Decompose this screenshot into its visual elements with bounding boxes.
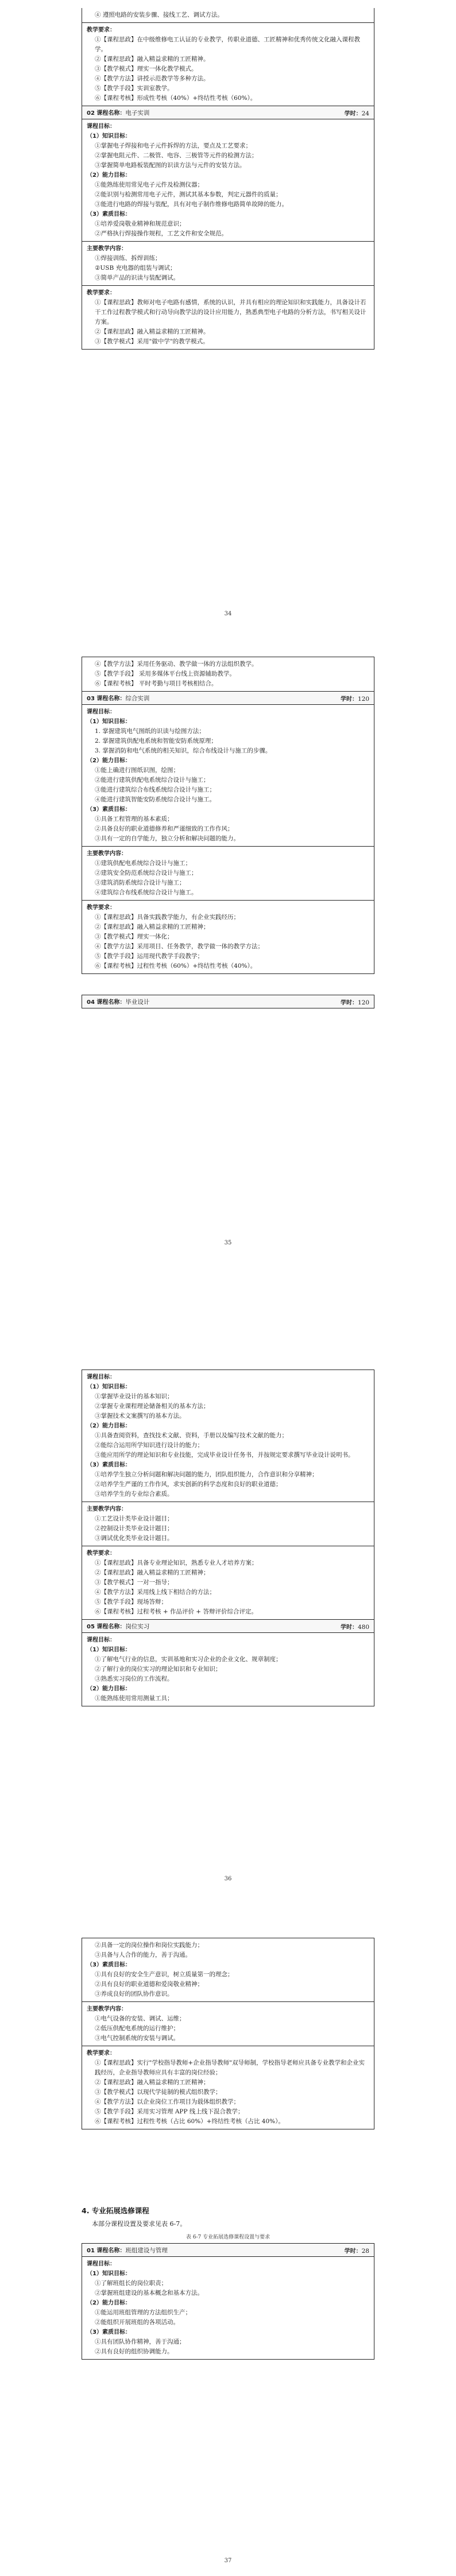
table-row bbox=[82, 901, 374, 974]
table-row bbox=[82, 847, 374, 901]
text-line: ②建筑安全防范系统综合设计与施工； bbox=[95, 870, 198, 876]
text-line: ①工艺设计类毕业设计题目； bbox=[95, 1515, 173, 1522]
text-line: ②了解行业的岗位实习的理论知识和专业知识； bbox=[95, 1666, 222, 1673]
text-line: ④【教学方法】采用任务驱动、教学做一体的方法组织教学。 bbox=[95, 661, 258, 668]
sub-label: （2）能力目标： bbox=[87, 172, 131, 179]
text-line: ③【教学模式】以现代学徒制的模式组织教学； bbox=[95, 2089, 222, 2096]
course-hours: 480 bbox=[357, 1623, 369, 1631]
text-line: ⑤【教学手段】实训室教学。 bbox=[95, 85, 173, 92]
table-fragment bbox=[82, 8, 374, 350]
text-line: ③掌握技术文案撰写的基本方法。 bbox=[95, 1413, 186, 1419]
hours-label: 学时： bbox=[344, 2248, 362, 2255]
text-line: ②【课程思政】融入精益求精的工匠精神； bbox=[95, 2079, 210, 2086]
text-line: ③调试优化类毕业设计题目。 bbox=[95, 1535, 173, 1542]
text-line: ②【课程思政】融入精益求精的工匠精神； bbox=[95, 1569, 210, 1576]
text-line: 3. 掌握消防和电气系统的相关知识，综合布线设计与施工的步骤。 bbox=[95, 747, 272, 754]
text-line: ③【教学模式】理实一体化教学模式。 bbox=[95, 65, 198, 72]
table-row bbox=[82, 2046, 374, 2129]
course-header-row bbox=[82, 106, 374, 119]
text-line: ①【课程思政】具备专业理论知识，熟悉专业人才培养方案； bbox=[95, 1559, 258, 1566]
table-caption: 表 6-7 专业拓展选修课程设置与要求 bbox=[186, 2234, 270, 2240]
page-number: 36 bbox=[224, 1876, 232, 1882]
text-line: ①掌握毕业设计的基本知识； bbox=[95, 1393, 173, 1400]
text-line: ③能应用所学的理论知识和专业技能，完成毕业设计任务书，并按规定要求撰写毕业设计说明书。 bbox=[95, 1452, 354, 1458]
course-hours: 24 bbox=[361, 110, 369, 117]
text-line: ②能识别与检测常用电子元件，测试其基本参数，判定元器件的质量； bbox=[95, 191, 282, 198]
course-number-label: 01 课程名称： bbox=[87, 2248, 126, 2254]
sub-label: （1）知识目标： bbox=[87, 1384, 131, 1390]
text-line: ①具有团队协作精神，善于沟通； bbox=[95, 2338, 186, 2345]
course-name: 综合实训 bbox=[125, 695, 150, 702]
page-number: 35 bbox=[224, 1240, 232, 1246]
text-line: ④【教学方法】采用项目、任务教学，教学做一体的教学方法； bbox=[95, 943, 264, 950]
text-line: ①建筑供配电系统综合设计与施工； bbox=[95, 860, 191, 867]
section-label: 教学要求： bbox=[87, 290, 115, 296]
course-hours: 120 bbox=[357, 999, 369, 1006]
text-line: ④【教学方法】采用线上线下相结合的方法； bbox=[95, 1589, 215, 1596]
table-row bbox=[82, 1502, 374, 1546]
text-line: ①具有良好的安全生产意识，树立质量第一的理念； bbox=[95, 1971, 234, 1978]
text-line: ③具备与人合作的能力，善于沟通。 bbox=[95, 1952, 191, 1958]
table-fragment bbox=[82, 1370, 374, 1706]
page-36 bbox=[0, 1288, 456, 1932]
text-line: ④ 遵照电路的安装步骤、接线工艺、调试方法。 bbox=[95, 11, 223, 18]
sub-label: （1）知识目标： bbox=[87, 1647, 131, 1653]
course-name: 班组建设与管理 bbox=[125, 2247, 168, 2254]
hours-label: 学时： bbox=[340, 696, 358, 703]
section-heading: 4. 专业拓展选修课程 bbox=[82, 2206, 149, 2215]
course-header-row bbox=[82, 2243, 374, 2257]
table-row bbox=[82, 23, 374, 106]
text-line: ①具备查阅资料，查找技术文献、资料，手册以及编写技术文献的能力； bbox=[95, 1432, 288, 1439]
table-row bbox=[82, 2002, 374, 2046]
text-line: ③养成良好的团队协作意识。 bbox=[95, 1991, 173, 1997]
section-label: 主要教学内容： bbox=[87, 246, 127, 252]
page-34 bbox=[0, 0, 456, 644]
text-line: ①【课程思政】具备实践教学能力，有企业实践经历； bbox=[95, 914, 239, 921]
page-35 bbox=[0, 644, 456, 1288]
text-line: ③能进行建筑综合布线系统综合设计与施工； bbox=[95, 786, 215, 793]
text-line: ②掌握班组建设的基本概念和基本方法。 bbox=[95, 2290, 203, 2296]
section-label: 主要教学内容： bbox=[87, 851, 127, 857]
table-row bbox=[82, 1633, 374, 1706]
text-line: ③【教学模式】采用"做中学"的教学模式。 bbox=[95, 338, 209, 345]
table-fragment bbox=[82, 2243, 374, 2360]
text-line: ②掌握专业课程理论储备相关的基本方法； bbox=[95, 1403, 210, 1410]
text-line: ①能熟练使用常见电子元件及检测仪器； bbox=[95, 181, 203, 188]
table-row bbox=[82, 2257, 374, 2360]
text-line: ⑥【课程考核】过程性考核（占比 60%）+终结性考核（占比 40%）。 bbox=[95, 2118, 284, 2125]
text-line: ③【教学模式】理实一体化； bbox=[95, 933, 173, 940]
sub-label: （1）知识目标： bbox=[87, 133, 131, 139]
sub-label: （3）素质目标： bbox=[87, 1462, 131, 1468]
sub-label: （1）知识目标： bbox=[87, 2271, 131, 2277]
course-header-row bbox=[82, 1620, 374, 1633]
text-line: ①能上确进行图纸识图，绘图； bbox=[95, 767, 179, 774]
sub-label: （2）能力目标： bbox=[87, 758, 131, 764]
text-line: ③电气控制系统的安装与调试。 bbox=[95, 2035, 179, 2042]
hours-label: 学时： bbox=[344, 110, 362, 117]
section-label: 课程目标： bbox=[87, 709, 115, 715]
table-row bbox=[82, 1938, 374, 2002]
course-name: 岗位实习 bbox=[125, 1623, 150, 1630]
section-label: 主要教学内容： bbox=[87, 2006, 127, 2012]
section-label: 教学要求： bbox=[87, 2050, 115, 2057]
course-name: 电子实训 bbox=[125, 110, 150, 117]
text-line: ⑤【教学手段】采用实习管理 APP 线上线下混合教学； bbox=[95, 2108, 244, 2115]
course-hours: 28 bbox=[361, 2247, 369, 2255]
text-line: ①【课程思政】在中级维修电工认证的专业教学，传职业道德、工匠精神和优秀传统文化融入课程教学。 bbox=[95, 36, 360, 53]
text-line: ②掌握电阻元件、二极管、电容、三极管等元件的检测方法； bbox=[95, 152, 258, 159]
sub-label: （2）能力目标： bbox=[87, 2300, 131, 2306]
sub-label: （3）素质目标： bbox=[87, 1962, 131, 1968]
course-header-row bbox=[82, 995, 374, 1008]
text-line: ②能综合运用所学知识进行设计的能力； bbox=[95, 1442, 203, 1449]
section-label: 课程目标： bbox=[87, 123, 115, 130]
text-line: ②具备一定的岗位操作和岗位实践能力； bbox=[95, 1942, 203, 1949]
text-line: ①焊接训练、拆焊训练； bbox=[95, 255, 161, 262]
text-line: ①了解班组长的岗位职责； bbox=[95, 2280, 167, 2287]
table-fragment bbox=[82, 657, 374, 1008]
text-line: ②【课程思政】融入精益求精的工匠精神。 bbox=[95, 56, 210, 63]
table-row bbox=[82, 705, 374, 847]
text-line: ①电气设备的安装、调试、运维； bbox=[95, 2015, 186, 2022]
text-line: ②具备良好的职业道德修养和严谨细致的工作作风； bbox=[95, 825, 234, 832]
text-line: ②具有良好的组织协调能力。 bbox=[95, 2348, 173, 2355]
text-line: ⑤【教学手段】现场答辩； bbox=[95, 1599, 167, 1605]
section-label: 主要教学内容： bbox=[87, 1506, 127, 1512]
text-line: ②具有良好的职业道德和爱岗敬业精神； bbox=[95, 1981, 203, 1988]
hours-label: 学时： bbox=[340, 1624, 358, 1631]
text-line: ④能进行建筑智能安防系统综合设计与施工。 bbox=[95, 796, 215, 803]
section-intro: 本部分课程设置及要求见表 6-7。 bbox=[92, 2220, 187, 2228]
hours-label: 学时： bbox=[340, 999, 358, 1006]
text-line: ③具有一定的自学能力，独立分析和解决问题的能力。 bbox=[95, 835, 239, 842]
section-label: 教学要求： bbox=[87, 905, 115, 911]
course-number-label: 04 课程名称： bbox=[87, 999, 126, 1006]
text-line: ①能运用班组管理的方法组织生产； bbox=[95, 2309, 191, 2316]
sub-label: （1）知识目标： bbox=[87, 719, 131, 725]
section-label: 课程目标： bbox=[87, 1374, 115, 1380]
text-line: ③简单产品的识读与装配调试。 bbox=[95, 274, 179, 281]
text-line: ①能熟练使用常用测量工具； bbox=[95, 1695, 173, 1702]
text-line: ②严格执行焊接操作规程，工艺文件和安全规范。 bbox=[95, 230, 227, 237]
sub-label: （3）素质目标： bbox=[87, 211, 131, 218]
text-line: ②【课程思政】融入精益求精的工匠精神。 bbox=[95, 328, 210, 335]
text-line: ③建筑消防系统综合设计与施工； bbox=[95, 879, 186, 886]
course-number-label: 03 课程名称： bbox=[87, 696, 126, 702]
sub-label: （3）素质目标： bbox=[87, 806, 131, 813]
section-label: 教学要求： bbox=[87, 27, 115, 33]
table-row bbox=[82, 286, 374, 350]
course-header-row bbox=[82, 692, 374, 705]
sub-label: （3）素质目标： bbox=[87, 2329, 131, 2336]
section-label: 课程目标： bbox=[87, 2261, 115, 2267]
text-line: ②USB 充电器的组装与调试； bbox=[95, 265, 176, 271]
text-line: ②【课程思政】融入精益求精的工匠精神； bbox=[95, 924, 210, 930]
table-row bbox=[82, 119, 374, 242]
text-line: 1. 掌握建筑电气图纸的识读与绘图方法； bbox=[95, 728, 205, 735]
text-line: ③掌握简单电路板装配图的识读方法与元件的安装方法。 bbox=[95, 162, 246, 169]
page-number: 37 bbox=[224, 2558, 232, 2564]
table-row bbox=[82, 657, 374, 692]
course-number-label: 05 课程名称： bbox=[87, 1624, 126, 1630]
table-row bbox=[82, 1546, 374, 1620]
text-line: ⑥【课程考核】 平时考勤与项目考核相结合。 bbox=[95, 680, 218, 687]
text-line: ①【课程思政】教师对电子电路有感情，系统的认识，并具有相应的理论知识和实践能力，具备设计若干工作过程教学模式和行动导向教学法的设计应用能力，熟悉典型电子电路的分析方法，书写相关设计方案。 bbox=[95, 299, 366, 325]
text-line: ④【教学方法】讲授示范教学等多种方法。 bbox=[95, 75, 210, 82]
text-line: ①【课程思政】实行"学校指导教师+企业指导教师"双导师制，学校指导老师应具备专业教学和企业实践经历，企业指导教师应具有丰富的岗位经验； bbox=[95, 2059, 365, 2076]
sub-label: （2）能力目标： bbox=[87, 1686, 131, 1692]
page-37 bbox=[0, 1932, 456, 2576]
page-number: 34 bbox=[224, 611, 232, 617]
sub-label: （2）能力目标： bbox=[87, 1423, 131, 1429]
course-hours: 120 bbox=[357, 695, 369, 703]
text-line: ⑤【教学手段】运用现代教学手段教学； bbox=[95, 953, 203, 960]
text-line: ②培养学生严谨的工作作风，求实创新的科学态度和良好的职业道德； bbox=[95, 1481, 282, 1488]
course-number-label: 02 课程名称： bbox=[87, 110, 126, 117]
text-line: ①了解电气行业的信息，实训基地和实习企业的企业文化、规章制度； bbox=[95, 1656, 282, 1663]
text-line: ①掌握电子焊接和电子元件拆焊的方法，要点及工艺要求； bbox=[95, 142, 252, 149]
section-label: 教学要求： bbox=[87, 1550, 115, 1557]
text-line: ⑤【教学手段】 采用多媒体平台线上资源辅助教学。 bbox=[95, 670, 235, 677]
text-line: ⑥【课程考核】形成性考核（40%）+终结性考核（60%）。 bbox=[95, 95, 257, 102]
text-line: ③能进行电路的焊接与装配，具有对电子制作维修电路简单故障的能力。 bbox=[95, 201, 288, 208]
table-row bbox=[82, 242, 374, 286]
text-line: ①培养爱岗敬业精神和规范意识； bbox=[95, 220, 186, 227]
text-line: ③【教学模式】一对一指导； bbox=[95, 1579, 173, 1586]
text-line: ④建筑综合布线系统综合设计与施工。 bbox=[95, 889, 198, 896]
table-row bbox=[82, 1370, 374, 1502]
text-line: ②低压供配电系统的运行维护； bbox=[95, 2025, 179, 2032]
table-fragment bbox=[82, 1938, 374, 2129]
text-line: ⑥【课程考核】过程考核 + 作品评价 + 答辩评价综合评定。 bbox=[95, 1608, 257, 1615]
table-row bbox=[82, 8, 374, 23]
text-line: ②能组织开展班组的各项活动。 bbox=[95, 2319, 179, 2326]
text-line: ②控制设计类毕业设计题目； bbox=[95, 1525, 173, 1532]
text-line: ①培养学生独立分析问题和解决问题的能力，团队组织能力，合作意识和分享精神； bbox=[95, 1471, 318, 1478]
text-line: ②能进行建筑供配电系统综合设计与施工； bbox=[95, 777, 210, 783]
text-line: ④【教学方法】以企业岗位工作项目为载体组织教学； bbox=[95, 2098, 239, 2105]
text-line: ⑥【课程考核】过程性考核（60%）+终结性考核（40%）。 bbox=[95, 963, 257, 969]
section-label: 课程目标： bbox=[87, 1637, 115, 1643]
text-line: ③熟悉实习岗位的工作流程。 bbox=[95, 1675, 173, 1682]
text-line: ①具备工程管理的基本素质； bbox=[95, 816, 173, 823]
course-name: 毕业设计 bbox=[125, 999, 150, 1006]
text-line: 2. 掌握建筑供配电系统和智能安防系统原理； bbox=[95, 738, 217, 744]
text-line: ③培养学生的专业综合素质。 bbox=[95, 1491, 173, 1498]
